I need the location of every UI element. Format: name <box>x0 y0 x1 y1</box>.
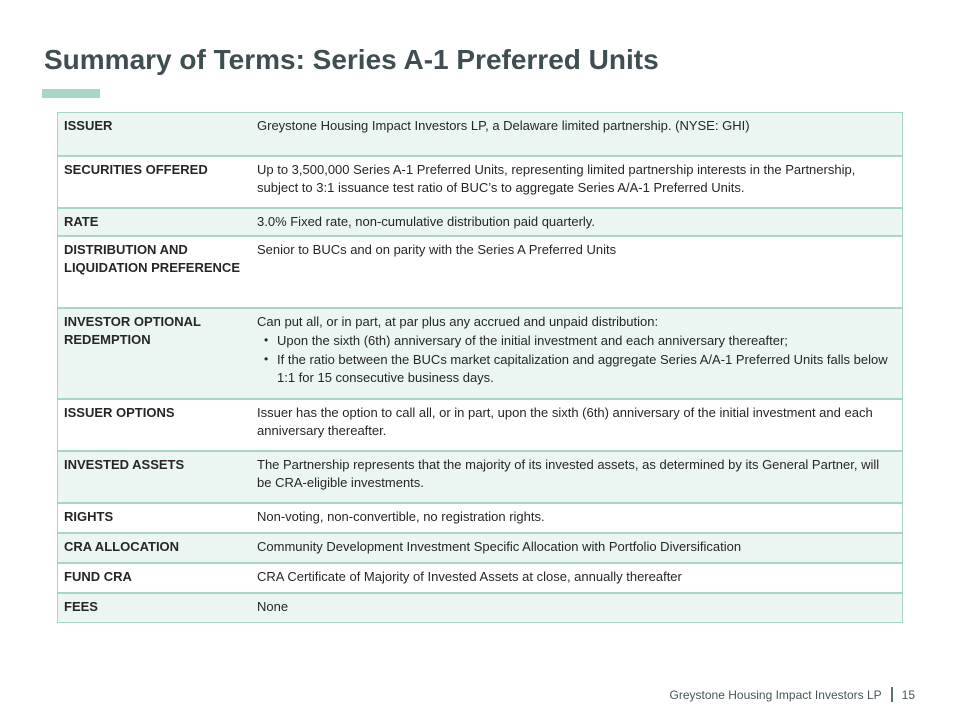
term-value-text: Up to 3,500,000 Series A-1 Preferred Units, representing limited partnership interests in the Partnership, subject to 3:1 issuance test ratio of BUC’s to aggregate Series A/A-1 Preferred Units. <box>257 161 856 195</box>
table-row <box>58 533 903 563</box>
term-bullet-item: • If the ratio between the BUCs market capitalization and aggregate Series A/A-1 Preferred Units falls below 1:1 for 15 consecutive business days. <box>262 351 892 388</box>
table-row <box>58 156 903 208</box>
term-value <box>251 399 903 451</box>
term-value <box>251 593 903 623</box>
term-label: FUND CRA <box>58 563 252 593</box>
term-value <box>251 451 903 503</box>
term-label: FEES <box>58 593 252 623</box>
table-row <box>58 208 903 236</box>
table-row <box>58 399 903 451</box>
term-value-text: The Partnership represents that the majority of its invested assets, as determined by its General Partner, will be CRA-eligible investments. <box>257 456 880 491</box>
table-row <box>58 503 903 533</box>
term-bullet-list <box>257 332 892 387</box>
term-label: INVESTOR OPTIONAL REDEMPTION <box>58 308 252 399</box>
term-value <box>251 308 903 399</box>
term-value-text: Issuer has the option to call all, or in part, upon the sixth (6th) anniversary of the initial investment and each anniversary thereafter. <box>257 404 873 439</box>
table-row <box>58 563 903 593</box>
term-value-text: Non-voting, non-convertible, no registration rights. <box>257 508 545 524</box>
term-bullet-item: • Upon the sixth (6th) anniversary of the initial investment and each anniversary thereafter; <box>262 332 892 350</box>
term-value <box>251 113 903 156</box>
terms-table-body <box>58 113 903 623</box>
term-value <box>251 503 903 533</box>
table-row <box>58 593 903 623</box>
term-label: DISTRIBUTION AND LIQUIDATION PREFERENCE <box>58 236 252 308</box>
footer <box>670 687 915 702</box>
footer-page-number: 15 <box>901 687 915 702</box>
term-label: INVESTED ASSETS <box>58 451 252 503</box>
term-label: CRA ALLOCATION <box>58 533 252 563</box>
footer-company: Greystone Housing Impact Investors LP <box>669 687 882 702</box>
page-title: Summary of Terms: Series A-1 Preferred Units <box>44 44 659 75</box>
table-row <box>58 308 903 399</box>
term-label: ISSUER OPTIONS <box>58 399 252 451</box>
term-value-text: Senior to BUCs and on parity with the Series A Preferred Units <box>257 241 617 257</box>
term-value-text: None <box>257 598 289 614</box>
term-value <box>251 208 903 236</box>
table-row <box>58 451 903 503</box>
term-label: RATE <box>58 208 252 236</box>
term-value-text: CRA Certificate of Majority of Invested Assets at close, annually thereafter <box>257 568 682 584</box>
term-value <box>251 563 903 593</box>
table-row <box>58 113 903 156</box>
term-label: ISSUER <box>64 118 113 133</box>
term-value-text: Can put all, or in part, at par plus any accrued and unpaid distribution: <box>257 313 659 329</box>
table-row <box>58 236 903 308</box>
title-accent-bar <box>42 89 100 98</box>
term-label: RIGHTS <box>58 503 252 533</box>
term-value <box>251 156 903 208</box>
term-label: SECURITIES OFFERED <box>58 156 252 208</box>
terms-table <box>57 112 903 623</box>
term-value <box>251 533 903 563</box>
term-value-text: Community Development Investment Specific Allocation with Portfolio Diversification <box>257 538 742 554</box>
term-value <box>251 236 903 308</box>
footer-divider <box>891 687 893 702</box>
term-value-text: 3.0% Fixed rate, non-cumulative distribution paid quarterly. <box>257 213 595 229</box>
term-value-text: Greystone Housing Impact Investors LP, a Delaware limited partnership. (NYSE: GHI) <box>257 118 750 133</box>
